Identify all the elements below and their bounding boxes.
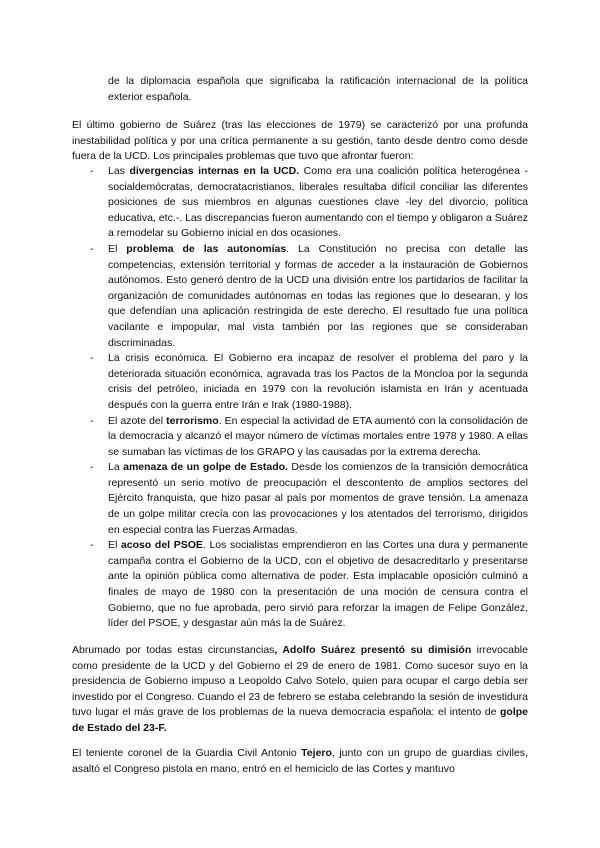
list-item-crisis (72, 351, 528, 413)
list-item-terrorismo (72, 414, 528, 461)
item-text: . En especial la actividad de ETA aumentó con la consolidación de la democracia y alcanzó el mayor número de víctimas mortales entre 1978 y 1980. A ellas se sumaban las víctimas de los GRAPO y las causadas por la extrema derecha. (108, 414, 528, 458)
item-bold: problema de las autonomías (126, 242, 287, 255)
continuation-paragraph: de la diplomacia española que significaba la ratificación internacional de la política exterior española. (108, 75, 528, 103)
tejero-paragraph (72, 746, 528, 777)
paragraph-bold: Tejero (301, 747, 332, 759)
item-text: . La Constitución no precisa con detalle las competencias, extensión territorial y formas de acceder a la instauración de Gobiernos autónomos. Esto generó dentro de la UCD una división entre los partidarios de facilitar la organización de comunidades autónomas en todas las regiones que lo desearan, y los que defendían una aplicación restringida de este derecho. El resultado fue una política vacilante e impopular, mal vista también por las regiones que se consideraban discriminadas. (108, 242, 528, 349)
item-text: El (108, 539, 121, 552)
dimision-paragraph (72, 643, 528, 737)
item-text: El (108, 242, 127, 255)
list-dash: - (90, 242, 94, 255)
list-dash: - (90, 165, 94, 177)
list-item-divergencias (72, 164, 528, 242)
item-bold: acoso del PSOE (120, 539, 203, 552)
list-dash: - (90, 414, 94, 427)
paragraph-text: El teniente coronel de la Guardia Civil Antonio (72, 747, 302, 759)
list-dash: - (90, 461, 94, 474)
list-dash: - (90, 539, 94, 552)
paragraph-text: irrevocable como presidente de la UCD y del Gobierno el 29 de enero de 1981. Como sucesor suyo en la presidencia de Gobierno impuso a Leopoldo Calvo Sotelo, quien para ocupar el cargo debía ser investido por el Congreso. Cuando el 23 de febrero se estaba celebrando la sesión de investidura tuvo lugar el más grave de los problemas de la nueva democracia española: el intento de (72, 644, 528, 719)
item-text: Las (108, 165, 130, 177)
list-dash: - (90, 352, 94, 365)
paragraph-text: , junto con un grupo de guardias civiles, asaltó el Congreso pistola en mano, entró en el hemiciclo de las Cortes y mantuvo (72, 747, 528, 775)
item-bold: divergencias internas en la UCD. (129, 165, 300, 177)
paragraph-bold: , Adolfo Suárez presentó su dimisión (274, 644, 472, 656)
item-bold: amenaza de un golpe de Estado. (123, 461, 288, 474)
list-item-autonomias (72, 242, 528, 351)
item-text: El azote del (108, 414, 167, 427)
item-text: . Los socialistas emprendieron en las Cortes una dura y permanente campaña contra el Gobierno de la UCD, con el objetivo de desacreditarlo y presentarse ante la opinión pública como alternativa de poder. Esta implacable oposición culminó a finales de mayo de 1980 con la presentación de una moción de censura contra el Gobierno, que no fue aprobada, pero sirvió para reforzar la imagen de Felipe González, líder del PSOE, y desgastar aún más la de Suárez. (108, 539, 529, 630)
intro-paragraph: El último gobierno de Suárez (tras las elecciones de 1979) se caracterizó por una profunda inestabilidad política y por una crítica permanente a su gestión, tanto desde dentro como desde fuera de la UCD. Los principales problemas que tuvo que afrontar fueron: (72, 119, 528, 163)
list-item-golpe (72, 460, 528, 538)
item-text: La (108, 461, 124, 474)
item-text: Como era una coalición política heterogénea -socialdemócratas, democratacristianos, liberales resultaba difícil conciliar las diferentes posiciones de sus miembros en algunas cuestiones clave -ley del divorcio, política educativa, etc.-. Las discrepancias fueron aumentando con el tiempo y obligaron a Suárez a remodelar su Gobierno inicial en dos ocasiones. (108, 165, 528, 240)
item-text: Desde los comienzos de la transición democrática representó un serio motivo de preocupación el descontento de amplios sectores del Ejército franquista, que hizo pasar al país por momentos de grave tensión. La amenaza de un golpe militar crecía con las provocaciones y los atentados del terrorismo, dirigidos en especial contra las Fuerzas Armadas. (108, 461, 528, 536)
paragraph-bold: golpe de Estado del 23-F. (72, 706, 528, 734)
problems-list (72, 164, 528, 632)
paragraph-text: Abrumado por todas estas circunstancias (72, 644, 275, 656)
item-text: La crisis económica. El Gobierno era incapaz de resolver el problema del paro y la deteriorada situación económica, agravada tras los Pactos de la Moncloa por la segunda crisis del petróleo, iniciada en 1979 con la revolución islamista en Irán y acentuada después con la guerra entre Irán e Irak (1980-1988). (108, 352, 528, 411)
item-bold: terrorismo (166, 414, 219, 427)
list-item-psoe (72, 538, 528, 632)
